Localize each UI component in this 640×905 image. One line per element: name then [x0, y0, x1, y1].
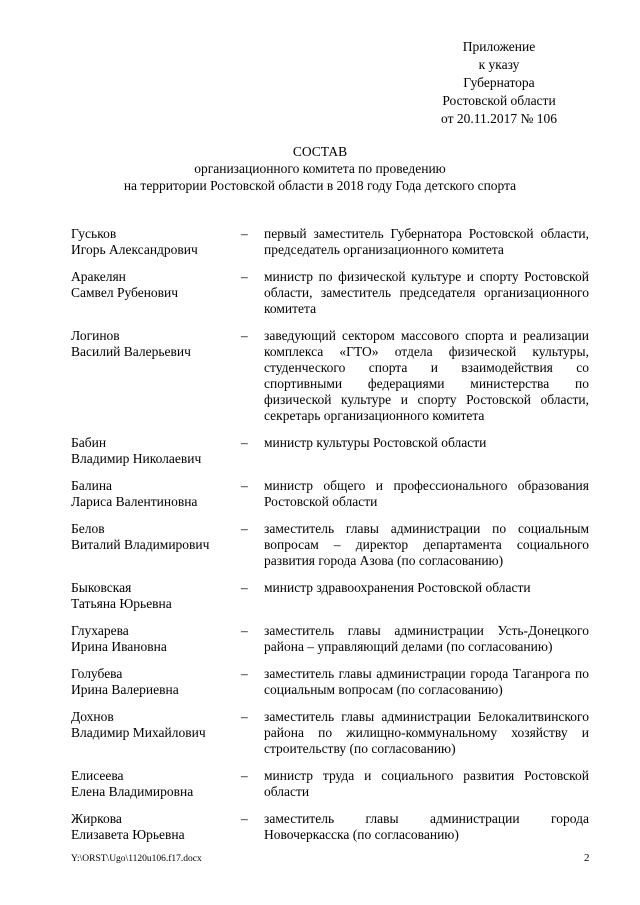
member-row [71, 580, 589, 612]
member-dash: – [241, 328, 248, 343]
appendix-line: от 20.11.2017 № 106 [441, 111, 557, 126]
appendix-line: Приложение [462, 39, 536, 54]
title-line-2: организационного комитета по проведению [194, 161, 446, 176]
member-name [71, 435, 241, 467]
title-line-3: на территории Ростовской области в 2018 году Года детского спорта [123, 178, 517, 193]
appendix-line: Ростовской области [442, 93, 556, 108]
member-role: министр труда и социального развития Ростовской области [264, 768, 589, 799]
member-role: заместитель главы администрации города Новочеркасска (по согласованию) [264, 811, 589, 842]
member-name [71, 709, 241, 741]
member-dash: – [241, 623, 248, 638]
member-row [71, 811, 589, 843]
member-name [71, 328, 241, 360]
member-row [71, 623, 589, 655]
member-role: министр здравоохранения Ростовской области [264, 580, 531, 595]
member-dash: – [241, 435, 248, 450]
member-name [71, 666, 241, 698]
member-given-name: Игорь Александрович [71, 242, 198, 257]
member-surname: Быковская [71, 580, 132, 595]
member-dash: – [241, 768, 248, 783]
member-row [71, 269, 589, 317]
title-line-1: СОСТАВ [292, 144, 348, 159]
member-surname: Бабин [71, 435, 107, 450]
member-given-name: Виталий Владимирович [71, 537, 210, 552]
member-row [71, 328, 589, 424]
member-surname: Аракелян [71, 269, 126, 284]
member-dash: – [241, 811, 248, 826]
member-name [71, 269, 241, 301]
member-role: заместитель главы администрации города Таганрога по социальным вопросам (по согласованию) [264, 666, 589, 697]
member-name [71, 768, 241, 800]
member-role: министр общего и профессионального образования Ростовской области [264, 478, 589, 509]
member-role: министр культуры Ростовской области [264, 435, 487, 450]
member-surname: Логинов [71, 328, 120, 343]
member-name [71, 226, 241, 258]
member-dash: – [241, 666, 248, 681]
document-title [0, 143, 640, 194]
member-list [71, 226, 589, 843]
member-role: министр по физической культуре и спорту Ростовской области, заместитель председателя организационного комитета [264, 269, 589, 316]
member-surname: Дохнов [71, 709, 114, 724]
member-row [71, 435, 589, 467]
member-name [71, 811, 241, 843]
appendix-line: к указу [478, 57, 520, 72]
member-role: заместитель главы администрации Белокалитвинского района по жилищно-коммунальному хозяйству и строительству (по согласованию) [264, 709, 589, 756]
member-name [71, 623, 241, 655]
member-given-name: Татьяна Юрьевна [71, 596, 172, 611]
member-name [71, 478, 241, 510]
member-given-name: Елена Владимировна [71, 784, 194, 799]
member-given-name: Василий Валерьевич [71, 344, 191, 359]
page-number: 2 [584, 852, 590, 864]
member-dash: – [241, 521, 248, 536]
footer-file-path: Y:\ORST\Ugo\1120u106.f17.docx [71, 854, 202, 864]
member-role: заместитель главы администрации по социальным вопросам – директор департамента социального развития города Азова (по согласованию) [264, 521, 589, 568]
member-dash: – [241, 580, 248, 595]
member-role: первый заместитель Губернатора Ростовской области, председатель организационного комитета [264, 226, 589, 257]
member-surname: Гуськов [71, 226, 117, 241]
member-given-name: Владимир Николаевич [71, 451, 202, 466]
appendix-line: Губернатора [463, 75, 535, 90]
member-row [71, 521, 589, 569]
member-surname: Белов [71, 521, 105, 536]
member-given-name: Ирина Ивановна [71, 639, 167, 654]
member-row [71, 666, 589, 698]
member-row [71, 709, 589, 757]
member-name [71, 580, 241, 612]
member-given-name: Ирина Валериевна [71, 682, 179, 697]
member-given-name: Самвел Рубенович [71, 285, 179, 300]
member-dash: – [241, 269, 248, 284]
member-surname: Глухарева [71, 623, 129, 638]
member-role: заместитель главы администрации Усть-Донецкого района – управляющий делами (по согласованию) [264, 623, 589, 654]
member-given-name: Лариса Валентиновна [71, 494, 198, 509]
member-row [71, 226, 589, 258]
appendix-block [344, 38, 564, 128]
member-surname: Елисеева [71, 768, 124, 783]
member-role: заведующий сектором массового спорта и реализации комплекса «ГТО» отдела физической культуры, студенческого спорта и взаимодействия со спортивными федерациями министерства по физической культуре и спорту Ростовской области, секретарь организационного комитета [264, 328, 589, 423]
member-dash: – [241, 709, 248, 724]
member-row [71, 768, 589, 800]
member-name [71, 521, 241, 553]
member-surname: Жиркова [71, 811, 122, 826]
member-dash: – [241, 226, 248, 241]
member-surname: Голубева [71, 666, 123, 681]
member-surname: Балина [71, 478, 113, 493]
member-dash: – [241, 478, 248, 493]
member-row [71, 478, 589, 510]
member-given-name: Владимир Михайлович [71, 725, 206, 740]
member-given-name: Елизавета Юрьевна [71, 827, 185, 842]
